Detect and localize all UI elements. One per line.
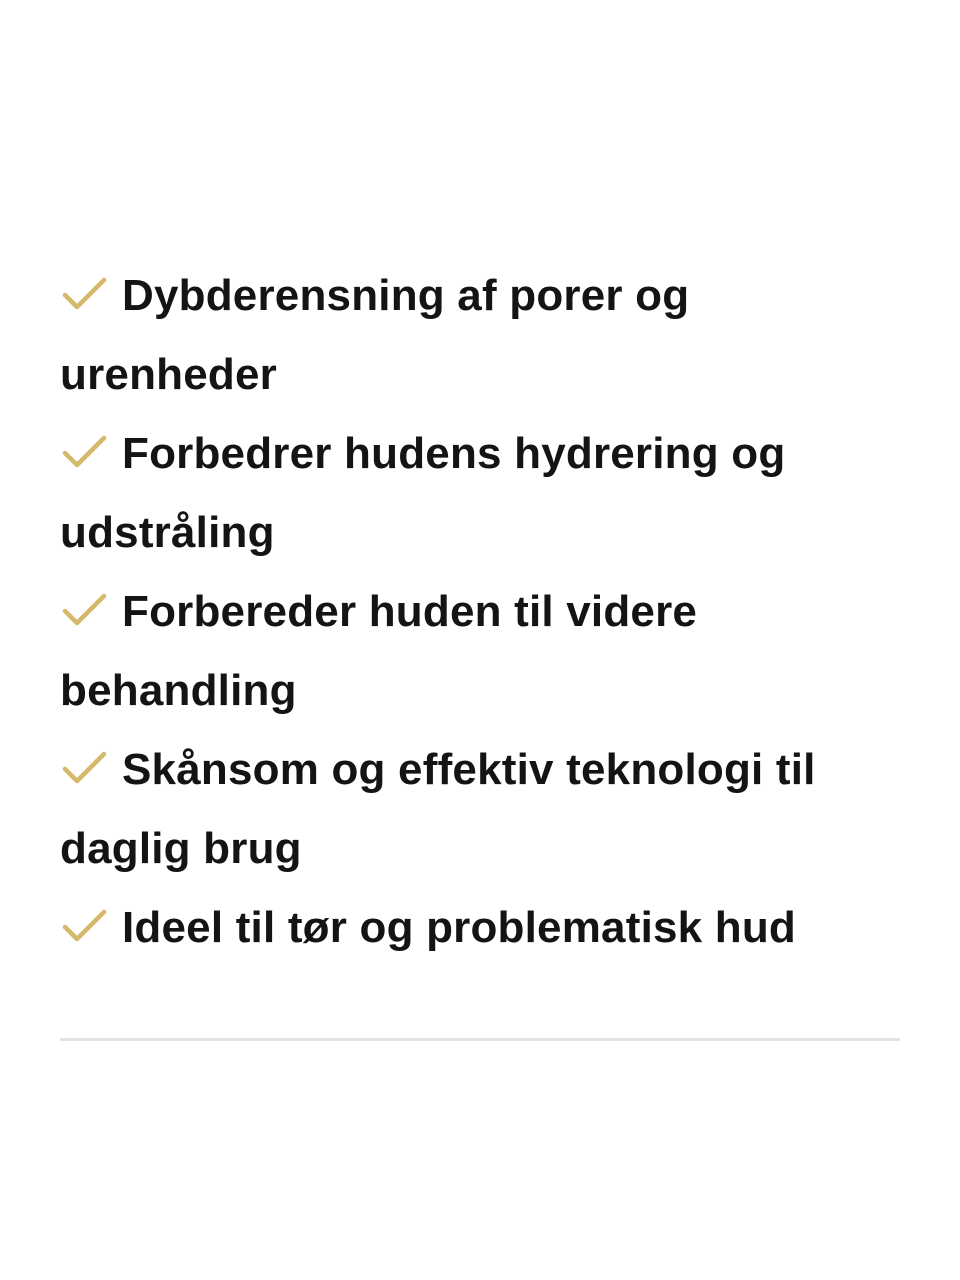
list-item bbox=[60, 888, 900, 967]
benefit-text: Ideel til tør og problematisk hud bbox=[122, 903, 796, 952]
checkmark-icon bbox=[60, 590, 110, 630]
benefit-text: Skånsom og effektiv teknologi til daglig brug bbox=[60, 745, 816, 873]
benefit-text: Forbereder huden til videre behandling bbox=[60, 587, 698, 715]
list-item bbox=[60, 414, 900, 572]
checkmark-icon bbox=[60, 432, 110, 472]
list-item bbox=[60, 256, 900, 414]
divider bbox=[60, 1038, 900, 1041]
list-item bbox=[60, 572, 900, 730]
checkmark-icon bbox=[60, 906, 110, 946]
benefit-text: Dybderensning af porer og urenheder bbox=[60, 271, 690, 399]
benefits-list bbox=[60, 256, 900, 967]
checkmark-icon bbox=[60, 274, 110, 314]
list-item bbox=[60, 730, 900, 888]
benefit-text: Forbedrer hudens hydrering og udstråling bbox=[60, 429, 786, 557]
checkmark-icon bbox=[60, 748, 110, 788]
